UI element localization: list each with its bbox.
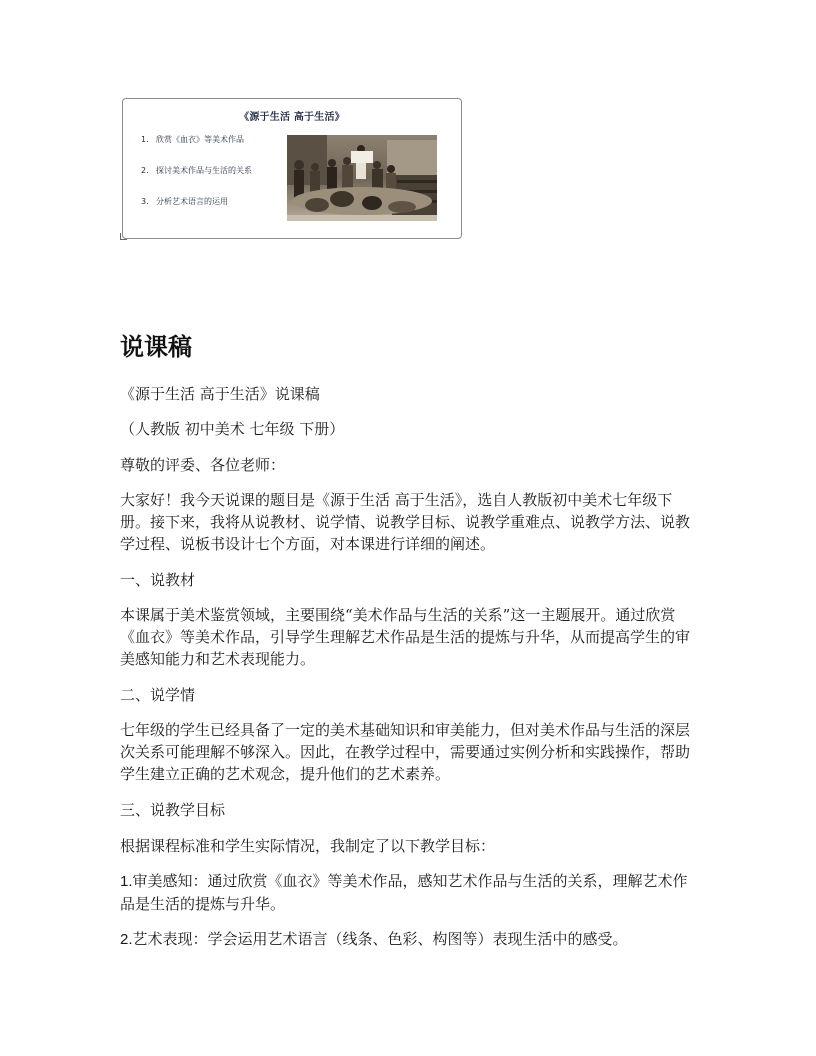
section-title: 三、说教学目标 xyxy=(120,801,226,819)
section-intro: 根据课程标准和学生实际情况，我制定了以下教学目标： xyxy=(120,837,496,855)
slide-bullet-item: 3. 分析艺术语言的运用 xyxy=(141,197,228,206)
goal-item: 2.艺术表现：学会运用艺术语言（线条、色彩、构图等）表现生活中的感受。 xyxy=(120,930,628,948)
slide-thumbnail[interactable] xyxy=(122,98,462,239)
slide-title: 《源于生活 高于生活》 xyxy=(239,112,345,123)
page-title: 说课稿 xyxy=(120,333,192,361)
section-body: 七年级的学生已经具备了一定的美术基础知识和审美能力，但对美术作品与生活的深层次关系可能理解不够深入。因此，在教学过程中，需要通过实例分析和实践操作，帮助学生建立正确的艺术观念，提升他们的艺术素养。 xyxy=(120,721,691,783)
slide-bullet-item: 1. 欣赏《血衣》等美术作品 xyxy=(141,135,244,144)
section-title: 一、说教材 xyxy=(120,571,196,589)
slide-bullet-item: 2. 探讨美术作品与生活的关系 xyxy=(141,166,252,175)
goal-item: 1.审美感知：通过欣赏《血衣》等美术作品，感知艺术作品与生活的关系，理解艺术作品是生活的提炼与升华。 xyxy=(120,872,688,913)
greeting: 尊敬的评委、各位老师： xyxy=(120,456,286,474)
section-body: 本课属于美术鉴赏领域，主要围绕“美术作品与生活的关系”这一主题展开。通过欣赏《血衣》等美术作品，引导学生理解艺术作品是生活的提炼与升华，从而提高学生的审美感知能力和艺术表现能力。 xyxy=(120,606,691,668)
sepia-crowd-painting xyxy=(287,135,437,221)
intro-paragraph: 大家好！我今天说课的题目是《源于生活 高于生活》，选自人教版初中美术七年级下册。接下来，我将从说教材、说学情、说教学目标、说教学重难点、说教学方法、说教学过程、说板书设计七个方面，对本课进行详细的阐述。 xyxy=(120,491,691,553)
section-title: 二、说学情 xyxy=(120,686,196,704)
anchor-mark xyxy=(120,233,127,240)
slide-bullet-list xyxy=(141,135,252,228)
edition-line: （人教版 初中美术 七年级 下册） xyxy=(120,420,345,438)
document-title-line: 《源于生活 高于生活》说课稿 xyxy=(120,385,320,403)
